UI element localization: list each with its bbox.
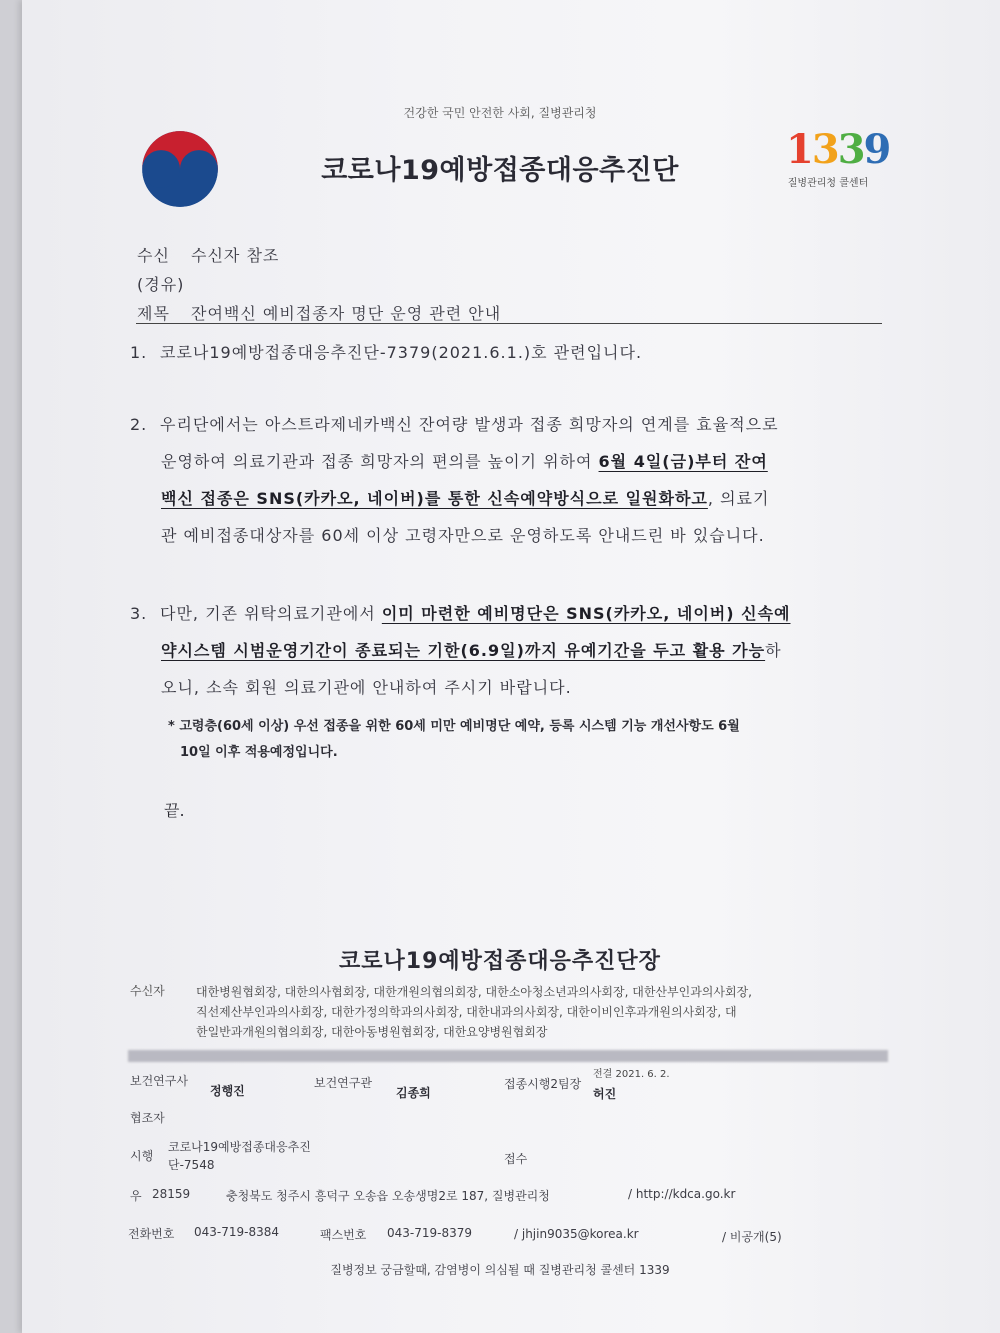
subject-label: 제목: [137, 304, 170, 323]
callcenter-logo: [786, 126, 890, 208]
recipients-list: [196, 982, 891, 1042]
recipient-row: [137, 243, 279, 266]
receipt-label: 접수: [504, 1152, 528, 1166]
text-run: 하: [765, 641, 782, 660]
email-link[interactable]: / jhjin9035@korea.kr: [514, 1227, 639, 1241]
recipients-label: 수신자: [130, 984, 165, 998]
paragraph-line: [130, 632, 890, 669]
address: 충청북도 청주시 흥덕구 오송읍 오송생명2로 187, 질병관리청: [226, 1189, 550, 1203]
note-line: 10일 이후 적용예정입니다.: [180, 745, 338, 760]
paragraph-number: 2.: [130, 415, 148, 434]
recipient-value: 수신자 참조: [191, 246, 280, 265]
paragraph-text: 우리단에서는 아스트라제네카백신 잔여량 발생과 접종 희망자의 연계를 효율적으로: [160, 415, 779, 434]
recipients-line: 한일반과개원의협의회장, 대한아동병원협회장, 대한요양병원협회장: [196, 1025, 548, 1039]
paragraph-1: [130, 334, 890, 371]
footer-note: 질병정보 궁금할때, 감염병이 의심될 때 질병관리청 콜센터 1339: [330, 1263, 670, 1277]
subject-divider: [136, 323, 882, 324]
paragraph-3: [130, 595, 890, 706]
paragraph-line: [130, 480, 890, 517]
subject-value: 잔여백신 예비접종자 명단 운영 관련 안내: [191, 304, 502, 323]
approver-role-1: 보건연구사: [130, 1074, 188, 1088]
postal-label: 우: [130, 1189, 142, 1203]
recipients-line: 대한병원협회장, 대한의사협회장, 대한개원의협의회장, 대한소아청소년과의사회장, 대한산부인과의사회장,: [196, 985, 752, 999]
paragraph-line: [130, 443, 890, 480]
execution-value: [168, 1138, 311, 1174]
text-run: 운영하여 의료기관과 접종 희망자의 편의를 높이기 위하여: [161, 452, 599, 471]
agency-title: 코로나19예방접종대응추진단: [321, 155, 679, 186]
paragraph-number: 3.: [130, 604, 148, 623]
execution-label: 시행: [130, 1149, 154, 1163]
sender-title: 코로나19예방접종대응추진단장: [339, 949, 661, 974]
disclosure-status: / 비공개(5): [722, 1230, 782, 1244]
slogan: 건강한 국민 안전한 사회, 질병관리청: [403, 106, 597, 120]
recipient-label: 수신: [137, 246, 170, 265]
paragraph-text: 코로나19예방접종대응추진단-7379(2021.6.1.)호 관련입니다.: [160, 343, 643, 362]
approver-name-2: 김종희: [396, 1086, 431, 1100]
approver-role-3: 접종시행2팀장: [504, 1077, 582, 1091]
text-run: 다만, 기존 위탁의료기관에서: [160, 604, 382, 623]
execution-line: 코로나19예방접종대응추진: [168, 1140, 311, 1154]
logo-number: 1339: [786, 126, 890, 173]
emphasis-text: 약시스템 시범운영기간이 종료되는 기한(6.9일)까지 유예기간을 두고 활용 가능: [161, 641, 766, 660]
emphasis-text: 6월 4일(금)부터 잔여: [598, 452, 768, 471]
approver-name-1: 정행진: [210, 1084, 245, 1098]
paragraph-line: 오니, 소속 회원 의료기관에 안내하여 주시기 바랍니다.: [161, 678, 572, 697]
emphasis-text: 이미 마련한 예비명단은 SNS(카카오, 네이버) 신속예: [381, 604, 791, 623]
approver-name-3: 허진: [593, 1087, 617, 1101]
paragraph-2: [130, 406, 890, 554]
redacted-bar: [128, 1050, 888, 1062]
note: [168, 714, 893, 766]
recipients-line: 직선제산부인과의사회장, 대한가정의학과의사회장, 대한내과의사회장, 대한이비인후과개원의사회장, 대: [196, 1005, 737, 1019]
website-link[interactable]: / http://kdca.go.kr: [628, 1187, 736, 1201]
fax-label: 팩스번호: [320, 1228, 367, 1242]
emphasis-text: 백신 접종은 SNS(카카오, 네이버)를 통한 신속예약방식으로 일원화하고: [161, 489, 708, 508]
phone-label: 전화번호: [128, 1227, 175, 1241]
note-mark: *: [168, 719, 175, 734]
approver-role-2: 보건연구관: [314, 1076, 372, 1090]
note-line: 고령층(60세 이상) 우선 접종을 위한 60세 미만 예비명단 예약, 등록 시스템 기능 개선사항도 6월: [179, 719, 740, 734]
postal-code: 28159: [152, 1187, 191, 1201]
phone-number: 043-719-8384: [194, 1225, 280, 1239]
paragraph-number: 1.: [130, 343, 148, 362]
cooperator-label: 협조자: [130, 1111, 165, 1125]
logo-subtitle: 질병관리청 콜센터: [787, 178, 869, 189]
approval-date: 전결 2021. 6. 2.: [593, 1069, 670, 1080]
fax-number: 043-719-8379: [387, 1226, 473, 1240]
via-row: (경유): [137, 275, 185, 294]
text-run: , 의료기: [707, 489, 770, 508]
paragraph-line: 관 예비접종대상자를 60세 이상 고령자만으로 운영하도록 안내드린 바 있습니다.: [161, 526, 765, 545]
end-mark: 끝.: [164, 801, 185, 820]
subject-row: [137, 301, 501, 324]
execution-line: 단-7548: [168, 1158, 215, 1172]
